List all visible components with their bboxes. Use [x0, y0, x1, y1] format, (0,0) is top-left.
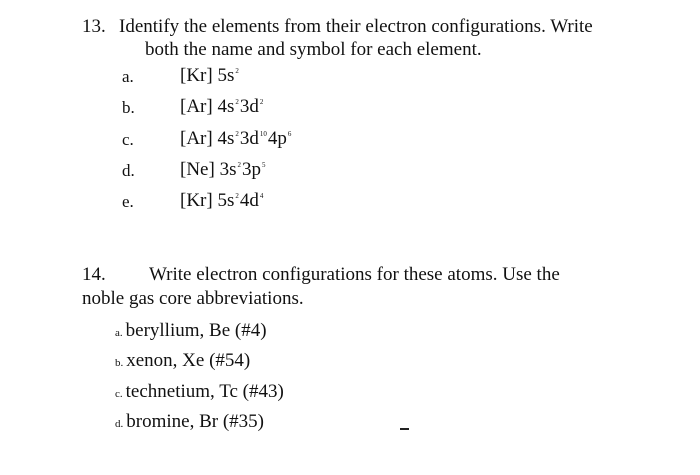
orbital: 3d	[239, 96, 259, 117]
q13-prompt-line2: both the name and symbol for each element.	[145, 39, 482, 60]
noble-gas-core: [Ar]	[180, 128, 213, 149]
electron-count: 2	[259, 98, 264, 106]
q14-item-d	[115, 411, 264, 435]
q14-item-text: bromine, Br (#35)	[126, 411, 264, 432]
orbital: 3d	[239, 128, 259, 149]
q14-item-letter: b.	[115, 357, 124, 369]
q14-item-letter: a.	[115, 327, 123, 339]
q13-item-letter: b.	[122, 98, 135, 117]
orbital: 3s	[219, 159, 237, 180]
orbital: 5s	[217, 190, 235, 211]
noble-gas-core: [Ar]	[180, 96, 213, 117]
q13-item-config	[180, 65, 240, 90]
q14-item-a	[115, 320, 267, 344]
q14-item-letter: d.	[115, 418, 124, 430]
q14-prompt-line2: noble gas core abbreviations.	[82, 288, 304, 309]
q14-item-text: beryllium, Be (#4)	[125, 320, 267, 341]
electron-count: 2	[235, 130, 239, 138]
orbital: 5s	[217, 65, 235, 86]
q14-prompt-line1: Write electron configurations for these atoms. Use the	[149, 264, 560, 285]
orbital: 4d	[239, 190, 259, 211]
q13-item-config	[180, 128, 292, 153]
q14-number: 14.	[82, 264, 106, 285]
q14-item-text: technetium, Tc (#43)	[125, 381, 284, 402]
q13-prompt-line1: Identify the elements from their electron configurations. Write	[119, 16, 593, 37]
noble-gas-core: [Kr]	[180, 65, 213, 86]
q13-item-letter: d.	[122, 161, 135, 180]
q13-number: 13.	[82, 16, 106, 37]
electron-count: 2	[235, 67, 239, 75]
electron-count: 4	[259, 192, 264, 200]
q13-item-config	[180, 159, 266, 184]
electron-count: 2	[235, 192, 239, 200]
orbital: 4p	[267, 128, 287, 149]
stray-dash-mark	[400, 428, 409, 430]
orbital: 4s	[217, 96, 235, 117]
q13-item-letter: c.	[122, 130, 134, 149]
q13-item-letter: e.	[122, 192, 134, 211]
orbital: 3p	[241, 159, 261, 180]
q14-item-text: xenon, Xe (#54)	[126, 350, 251, 371]
electron-count: 2	[235, 98, 239, 106]
electron-count: 6	[287, 130, 292, 138]
q13-item-config	[180, 96, 264, 121]
electron-count: 5	[261, 161, 266, 169]
q13-item-config	[180, 190, 264, 215]
electron-count: 10	[259, 130, 267, 138]
noble-gas-core: [Ne]	[180, 159, 215, 180]
q14-item-letter: c.	[115, 388, 123, 400]
q13-item-letter: a.	[122, 67, 134, 86]
orbital: 4s	[217, 128, 235, 149]
noble-gas-core: [Kr]	[180, 190, 213, 211]
q14-item-b	[115, 350, 250, 374]
electron-count: 2	[237, 161, 241, 169]
q14-item-c	[115, 381, 284, 405]
